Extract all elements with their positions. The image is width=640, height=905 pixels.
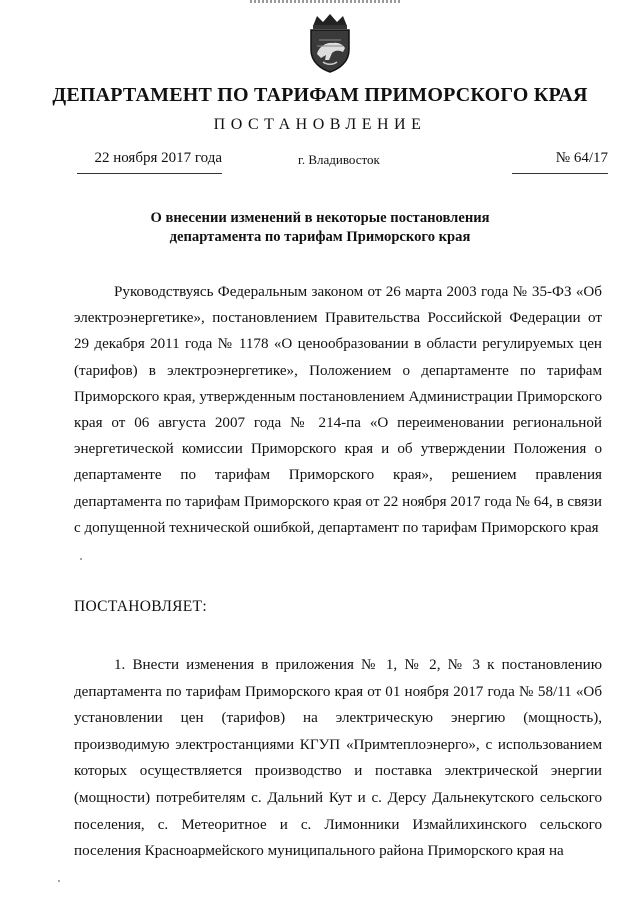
title-line-1: О внесении изменений в некоторые постановления [150,210,490,226]
document-title [0,209,640,247]
document-type: ПОСТАНОВЛЕНИЕ [213,116,427,133]
scan-artifact [250,0,400,3]
document-date: 22 ноября 2017 года [77,150,222,174]
document-number: № 64/17 [512,150,608,174]
clause-1-paragraph: 1. Внести изменения в приложения № 1, № 2, № 3 к постановлению департамента по тарифам Приморского края от 01 ноября 2017 года № 58/11 «Об установлении цен (тарифов) на электрическую энергию (мощность), производимую электростанциями КГУП «Примтеплоэнерго», с использованием которых осуществляется производство и поставка электрической энергии (мощности) потребителям с. Дальний Кут и с. Дерсу Дальнекутского сельского поселения, с. Метеоритное и с. Лимонники Измайлихинского сельского поселения Красноармейского муниципального района Приморского края на [74,657,602,860]
department-name: ДЕПАРТАМЕНТ ПО ТАРИФАМ ПРИМОРСКОГО КРАЯ [52,84,588,106]
coat-of-arms-icon [299,12,361,74]
preamble-paragraph: Руководствуясь Федеральным законом от 26 марта 2003 года № 35-ФЗ «Об электроэнергетике», постановлением Правительства Российской Федерации от 29 декабря 2011 года № 1178 «О ценообразовании в области регулируемых цен (тарифов) в электроэнергетике», Положением о департаменте по тарифам Приморского края, утвержденным постановлением Администрации Приморского края от 06 августа 2007 года № 214-па «О переименовании региональной энергетической комиссии Приморского края и об утверждении Положения о департаменте по тарифам Приморского края», решением правления департамента по тарифам Приморского края от 22 ноября 2017 года № 64, в связи с допущенной технической ошибкой, департамент по тарифам Приморского края [74,284,602,536]
document-city: г. Владивосток [298,152,380,167]
title-line-2: департамента по тарифам Приморского края [169,229,471,245]
scan-speck [58,880,60,882]
scan-speck [80,558,82,560]
resolves-heading: ПОСТАНОВЛЯЕТ: [74,598,207,615]
